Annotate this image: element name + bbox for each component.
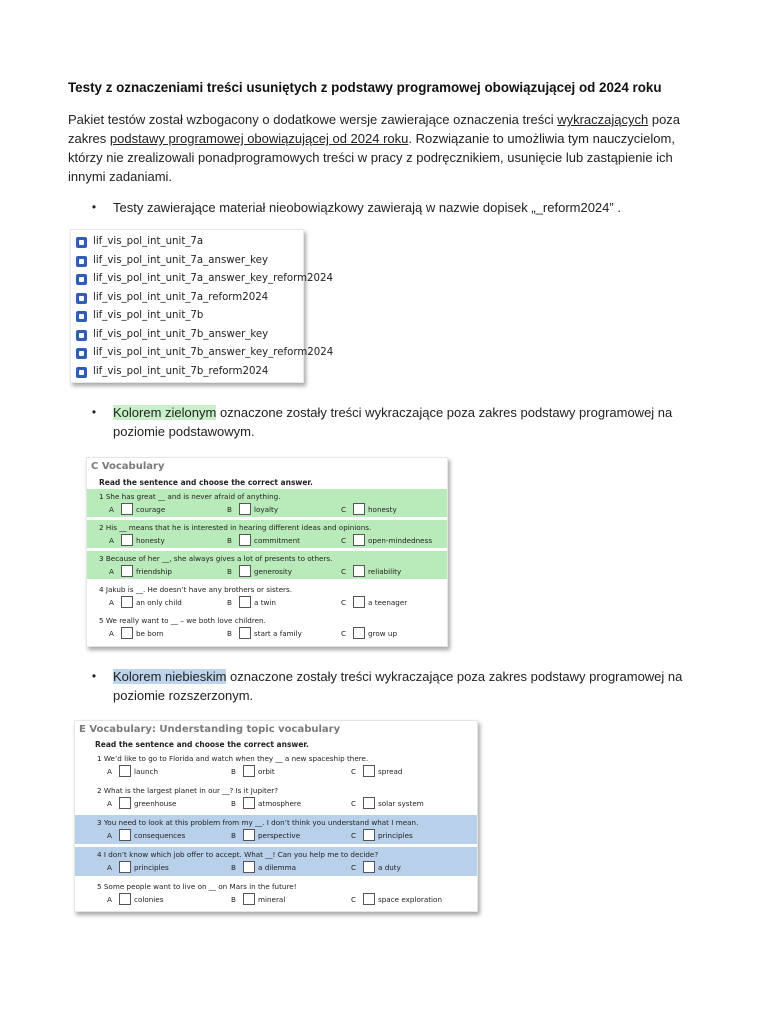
- question-row: [75, 751, 477, 780]
- option-letter: A: [109, 505, 114, 514]
- intro-text-1: Pakiet testów został wzbogacony o dodatkowe wersje zawierające oznaczenia treści: [68, 112, 558, 127]
- intro-underlined-2: podstawy programowej obowiązującej od 2024 roku: [109, 131, 409, 146]
- option-text: colonies: [134, 895, 164, 904]
- checkbox[interactable]: [363, 829, 375, 841]
- option-text: a teenager: [368, 598, 408, 607]
- option-text: greenhouse: [134, 799, 177, 808]
- file-name: lif_vis_pol_int_unit_7a_reform2024: [93, 291, 269, 303]
- checkbox[interactable]: [239, 565, 251, 577]
- word-document-icon: [76, 293, 87, 304]
- file-name: lif_vis_pol_int_unit_7b: [93, 310, 204, 321]
- option-text: commitment: [254, 536, 300, 545]
- checkbox[interactable]: [353, 565, 365, 577]
- checkbox[interactable]: [121, 627, 133, 639]
- word-document-icon: [76, 274, 87, 285]
- question-row: [87, 520, 447, 548]
- blue-highlight: Kolorem niebieskim: [113, 669, 227, 684]
- file-item[interactable]: [75, 234, 303, 252]
- word-document-icon: [76, 348, 87, 359]
- option-letter: A: [109, 629, 114, 638]
- question-stem: 2 What is the largest planet in our __? Is it Jupiter?: [97, 786, 279, 795]
- word-document-icon: [76, 237, 87, 248]
- option-text: orbit: [258, 767, 275, 776]
- intro-text-3: . Rozwiązanie to umożliwia tym nauczycielom, którzy nie zrealizowali ponadprogramowych treści w pracy z podręcznikiem, usunięcie lub zastąpienie ich innymi zadaniami.: [68, 131, 675, 184]
- vocabulary-e-screenshot: [74, 720, 478, 912]
- bullet-text: [113, 403, 703, 441]
- option-text: loyalty: [254, 505, 279, 514]
- checkbox[interactable]: [121, 503, 133, 515]
- option-letter: C: [351, 767, 357, 776]
- question-stem: 5 We really want to __ – we both love children.: [99, 616, 266, 625]
- option-text: a duty: [378, 863, 401, 872]
- checkbox[interactable]: [353, 503, 365, 515]
- checkbox[interactable]: [119, 765, 131, 777]
- option-letter: A: [109, 598, 114, 607]
- option-letter: A: [107, 767, 112, 776]
- question-row: [75, 783, 477, 812]
- option-letter: B: [231, 863, 236, 872]
- question-row: [87, 551, 447, 579]
- option-text: open-mindedness: [368, 536, 433, 545]
- checkbox[interactable]: [119, 797, 131, 809]
- question-stem: 4 Jakub is __. He doesn’t have any brothers or sisters.: [99, 585, 292, 594]
- question-row: [75, 879, 477, 908]
- option-text: a twin: [254, 598, 276, 607]
- option-letter: C: [341, 567, 347, 576]
- bullet-dot: •: [91, 669, 97, 683]
- option-letter: B: [231, 831, 236, 840]
- screenshot-instruction: Read the sentence and choose the correct answer.: [99, 478, 313, 487]
- file-name: lif_vis_pol_int_unit_7b_answer_key_reform2024: [93, 347, 334, 358]
- option-letter: A: [107, 799, 112, 808]
- file-name: lif_vis_pol_int_unit_7a_answer_key: [93, 254, 268, 266]
- checkbox[interactable]: [121, 565, 133, 577]
- option-letter: A: [109, 536, 114, 545]
- checkbox[interactable]: [353, 627, 365, 639]
- green-highlight: Kolorem zielonym: [113, 405, 217, 420]
- option-letter: B: [231, 799, 236, 808]
- checkbox[interactable]: [363, 893, 375, 905]
- option-text: start a family: [254, 629, 302, 638]
- file-item[interactable]: [75, 364, 303, 382]
- option-letter: A: [107, 863, 112, 872]
- checkbox[interactable]: [119, 829, 131, 841]
- option-letter: A: [107, 895, 112, 904]
- checkbox[interactable]: [119, 861, 131, 873]
- checkbox[interactable]: [363, 765, 375, 777]
- checkbox[interactable]: [119, 893, 131, 905]
- checkbox[interactable]: [243, 893, 255, 905]
- file-item[interactable]: [75, 327, 303, 345]
- question-stem: 1 She has great __ and is never afraid of anything.: [99, 492, 281, 501]
- option-letter: B: [227, 629, 232, 638]
- checkbox[interactable]: [363, 861, 375, 873]
- option-text: friendship: [136, 567, 172, 576]
- intro-paragraph: [68, 110, 708, 186]
- bullet-dot: •: [91, 405, 97, 419]
- option-letter: C: [351, 895, 357, 904]
- file-item[interactable]: [75, 253, 303, 271]
- question-row: [87, 613, 447, 641]
- checkbox[interactable]: [121, 596, 133, 608]
- option-letter: C: [341, 536, 347, 545]
- option-text: principles: [378, 831, 413, 840]
- question-stem: 2 His __ means that he is interested in hearing different ideas and opinions.: [99, 523, 372, 532]
- vocabulary-c-screenshot: [86, 457, 448, 647]
- word-document-icon: [76, 367, 87, 378]
- file-name: lif_vis_pol_int_unit_7a_answer_key_reform2024: [93, 273, 333, 284]
- document-heading: Testy z oznaczeniami treści usuniętych z podstawy programowej obowiązującej od 2024 roku: [68, 80, 662, 95]
- checkbox[interactable]: [121, 534, 133, 546]
- word-document-icon: [76, 311, 87, 322]
- file-name: lif_vis_pol_int_unit_7b_answer_key: [93, 328, 269, 340]
- question-stem: 3 Because of her __, she always gives a lot of presents to others.: [99, 554, 333, 563]
- option-letter: B: [231, 895, 236, 904]
- option-text: solar system: [378, 799, 424, 808]
- file-item[interactable]: [75, 271, 333, 289]
- option-letter: B: [227, 567, 232, 576]
- question-row: [87, 489, 447, 517]
- screenshot-title: E Vocabulary: Understanding topic vocabulary: [79, 724, 341, 735]
- option-text: consequences: [134, 831, 186, 840]
- option-letter: C: [351, 831, 357, 840]
- checkbox[interactable]: [239, 534, 251, 546]
- option-letter: B: [227, 536, 232, 545]
- option-letter: A: [107, 831, 112, 840]
- file-item[interactable]: [75, 308, 303, 326]
- file-name: lif_vis_pol_int_unit_7a: [93, 236, 204, 247]
- checkbox[interactable]: [363, 797, 375, 809]
- option-text: honesty: [368, 505, 397, 514]
- checkbox[interactable]: [239, 627, 251, 639]
- option-text: atmosphere: [258, 799, 302, 808]
- option-text: mineral: [258, 895, 286, 904]
- screenshot-title: C Vocabulary: [91, 461, 165, 472]
- option-letter: C: [341, 598, 347, 607]
- option-text: a dilemma: [258, 863, 297, 872]
- checkbox[interactable]: [353, 534, 365, 546]
- option-text: space exploration: [378, 895, 443, 904]
- option-text: launch: [134, 767, 159, 776]
- screenshot-instruction: Read the sentence and choose the correct answer.: [95, 740, 309, 749]
- bullet-text: Testy zawierające materiał nieobowiązkowy zawierają w nazwie dopisek „_reform2024” .: [113, 200, 621, 215]
- question-stem: 1 We’d like to go to Florida and watch when they __ a new spaceship there.: [97, 754, 369, 763]
- option-text: an only child: [136, 598, 182, 607]
- checkbox[interactable]: [239, 503, 251, 515]
- option-letter: B: [227, 505, 232, 514]
- option-letter: C: [341, 629, 347, 638]
- bullet-text: [113, 667, 703, 705]
- option-text: perspective: [258, 831, 301, 840]
- option-letter: B: [227, 598, 232, 607]
- intro-text-2: poza zakres: [68, 112, 681, 146]
- checkbox[interactable]: [243, 861, 255, 873]
- question-row: [87, 582, 447, 610]
- option-letter: C: [351, 863, 357, 872]
- option-text: spread: [378, 767, 403, 776]
- question-stem: 4 I don’t know which job offer to accept. What __! Can you help me to decide?: [97, 850, 379, 859]
- checkbox[interactable]: [353, 596, 365, 608]
- word-document-icon: [76, 256, 87, 267]
- option-text: be born: [136, 629, 164, 638]
- intro-underlined-1: wykraczających: [557, 112, 649, 127]
- file-item[interactable]: [75, 345, 334, 363]
- option-text: principles: [134, 863, 169, 872]
- option-letter: C: [341, 505, 347, 514]
- question-row: [75, 815, 477, 844]
- bullet-rest: oznaczone zostały treści wykraczające poza zakres podstawy programowej na poziomie rozszerzonym.: [113, 669, 683, 703]
- option-letter: C: [351, 799, 357, 808]
- question-stem: 3 You need to look at this problem from my __. I don’t think you understand what I mean.: [97, 818, 419, 827]
- question-stem: 5 Some people want to live on __ on Mars in the future!: [97, 882, 297, 891]
- option-text: honesty: [136, 536, 165, 545]
- file-item[interactable]: [75, 290, 303, 308]
- file-list-screenshot: [70, 229, 334, 383]
- option-letter: B: [231, 767, 236, 776]
- file-name: lif_vis_pol_int_unit_7b_reform2024: [93, 365, 269, 377]
- checkbox[interactable]: [243, 829, 255, 841]
- option-letter: A: [109, 567, 114, 576]
- option-text: generosity: [254, 567, 292, 576]
- bullet-dot: •: [91, 200, 97, 214]
- option-text: grow up: [368, 629, 398, 638]
- option-text: courage: [136, 505, 166, 514]
- checkbox[interactable]: [239, 596, 251, 608]
- word-document-icon: [76, 330, 87, 341]
- question-row: [75, 847, 477, 876]
- option-text: reliability: [368, 567, 402, 576]
- checkbox[interactable]: [243, 797, 255, 809]
- bullet-rest: oznaczone zostały treści wykraczające poza zakres podstawy programowej na poziomie podstawowym.: [113, 405, 673, 439]
- checkbox[interactable]: [243, 765, 255, 777]
